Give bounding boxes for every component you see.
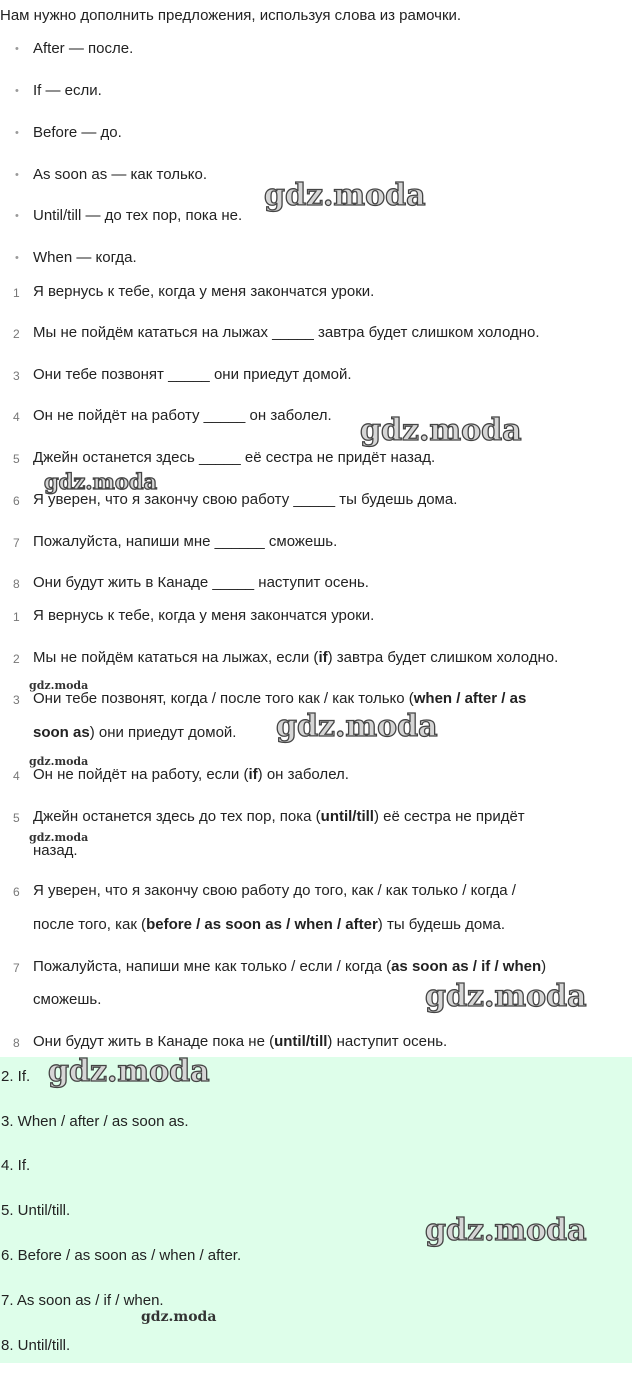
vocab-item: • As soon as — как только.	[0, 165, 632, 185]
solution-item	[0, 881, 632, 901]
item-number: 4	[13, 769, 20, 783]
vocab-item: • After — после.	[0, 39, 632, 59]
answer-line: 2. If.	[1, 1068, 31, 1085]
item-text: ) наступит осень.	[327, 1033, 448, 1050]
answer-word: when / after / as	[413, 690, 527, 707]
answer-word: until/till	[320, 808, 374, 825]
item-text: Он не пойдёт на работу, если (	[33, 766, 249, 783]
item-number: 3	[13, 369, 20, 383]
watermark: gdz.moda	[48, 1054, 210, 1089]
answer-word: soon as	[33, 724, 90, 741]
item-text: ) ты будешь дома.	[377, 916, 506, 933]
solution-item-continued: назад.	[33, 842, 78, 859]
item-number: 8	[13, 577, 20, 591]
exercise-item	[0, 365, 632, 385]
item-text: ) её сестра не придёт	[373, 808, 525, 825]
item-text: Мы не пойдём кататься на лыжах, если (	[33, 649, 319, 666]
solution-item	[0, 807, 632, 827]
item-text: ) он заболел.	[257, 766, 349, 783]
item-text: Я уверен, что я закончу свою работу до того, как / как только / когда /	[33, 882, 516, 899]
answer-line: 3. When / after / as soon as.	[1, 1113, 189, 1130]
item-text: Он не пойдёт на работу _____ он заболел.	[33, 407, 332, 424]
answer-line: 8. Until/till.	[1, 1337, 71, 1354]
solution-item	[0, 689, 632, 709]
item-text: Пожалуйста, напиши мне как только / если / когда (	[33, 958, 392, 975]
answer-word: as soon as / if / when	[391, 958, 542, 975]
item-text: ) они приедут домой.	[89, 724, 237, 741]
solution-item	[0, 606, 632, 626]
solution-item	[0, 648, 632, 668]
intro-text: Нам нужно дополнить предложения, используя слова из рамочки.	[0, 7, 462, 24]
item-text: Они тебе позвонят _____ они приедут домой.	[33, 366, 352, 383]
item-number: 5	[13, 452, 20, 466]
item-text: Пожалуйста, напиши мне ______ сможешь.	[33, 533, 338, 550]
answers-panel	[0, 1057, 632, 1363]
answer-line: 5. Until/till.	[1, 1202, 71, 1219]
watermark: gdz.moda	[29, 679, 89, 692]
solution-item	[0, 765, 632, 785]
item-text: Джейн останется здесь _____ её сестра не придёт назад.	[33, 449, 436, 466]
watermark: gdz.moda	[360, 413, 522, 448]
item-text: Я вернусь к тебе, когда у меня закончатся уроки.	[33, 283, 375, 300]
exercise-item	[0, 323, 632, 343]
item-number: 2	[13, 652, 20, 666]
exercise-item	[0, 282, 632, 302]
item-number: 1	[13, 286, 20, 300]
item-number: 7	[13, 536, 20, 550]
item-number: 8	[13, 1036, 20, 1050]
item-text: Они будут жить в Канаде пока не (	[33, 1033, 275, 1050]
watermark: gdz.moda	[44, 469, 158, 494]
item-text: Джейн останется здесь до тех пор, пока (	[33, 808, 321, 825]
item-text: Я вернусь к тебе, когда у меня закончатся уроки.	[33, 607, 375, 624]
answer-word: if	[248, 766, 258, 783]
solution-item-continued: сможешь.	[33, 991, 102, 1008]
solution-item-continued	[0, 915, 632, 935]
item-text: Я уверен, что я закончу свою работу _____ ты будешь дома.	[33, 491, 458, 508]
item-text: )	[541, 958, 547, 975]
vocab-item: • Until/till — до тех пор, пока не.	[0, 206, 632, 226]
watermark: gdz.moda	[141, 1309, 217, 1325]
exercise-item	[0, 448, 632, 468]
solution-item	[0, 957, 632, 977]
vocab-item: • Before — до.	[0, 123, 632, 143]
item-text: ) завтра будет слишком холодно.	[327, 649, 559, 666]
watermark: gdz.moda	[276, 709, 438, 744]
item-number: 6	[13, 494, 20, 508]
item-number: 7	[13, 961, 20, 975]
item-number: 2	[13, 327, 20, 341]
answer-word: if	[318, 649, 328, 666]
answer-word: until/till	[274, 1033, 328, 1050]
answer-line: 4. If.	[1, 1157, 31, 1174]
watermark: gdz.moda	[264, 178, 426, 213]
item-text: Мы не пойдём кататься на лыжах _____ завтра будет слишком холодно.	[33, 324, 540, 341]
exercise-item	[0, 573, 632, 593]
item-number: 6	[13, 885, 20, 899]
item-text: Они будут жить в Канаде _____ наступит осень.	[33, 574, 369, 591]
watermark: gdz.moda	[29, 755, 89, 768]
answer-line: 7. As soon as / if / when.	[1, 1292, 164, 1309]
watermark: gdz.moda	[29, 831, 89, 844]
item-number: 5	[13, 811, 20, 825]
item-number: 1	[13, 610, 20, 624]
answer-line: 6. Before / as soon as / when / after.	[1, 1247, 242, 1264]
item-number: 3	[13, 693, 20, 707]
exercise-item	[0, 532, 632, 552]
item-number: 4	[13, 410, 20, 424]
exercise-item	[0, 406, 632, 426]
watermark: gdz.moda	[425, 1213, 587, 1248]
answer-word: before / as soon as / when / after	[146, 916, 378, 933]
vocab-item: • If — если.	[0, 81, 632, 101]
item-text: после того, как (	[33, 916, 147, 933]
item-text: Они тебе позвонят, когда / после того как / как только (	[33, 690, 414, 707]
watermark: gdz.moda	[425, 979, 587, 1014]
vocab-item: • When — когда.	[0, 248, 632, 268]
solution-item	[0, 1032, 632, 1052]
